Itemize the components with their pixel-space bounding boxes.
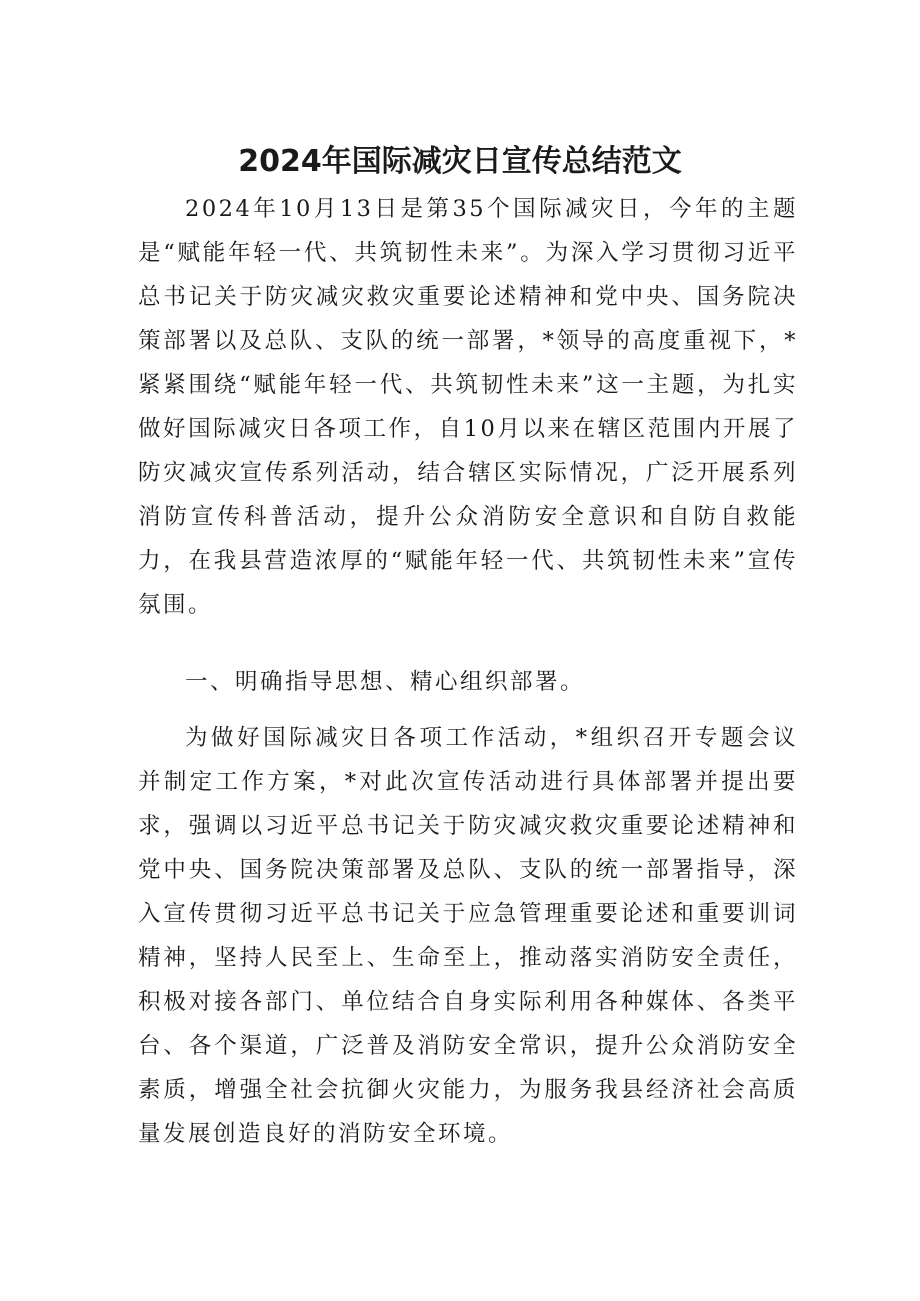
intro-paragraph: 2024年10月13日是第35个国际减灾日，今年的主题是“赋能年轻一代、共筑韧性未来”。为深入学习贯彻习近平总书记关于防灾减灾救灾重要论述精神和党中央、国务院决策部署以及总队、支队的统一部署，*领导的高度重视下，*紧紧围绕“赋能年轻一代、共筑韧性未来”这一主题，为扎实做好国际减灾日各项工作，自10月以来在辖区范围内开展了防灾减灾宣传系列活动，结合辖区实际情况，广泛开展系列消防宣传科普活动，提升公众消防安全意识和自防自救能力，在我县营造浓厚的“赋能年轻一代、共筑韧性未来”宣传氛围。 <box>138 196 798 618</box>
section-heading-1: 一、明确指导思想、精心组织部署。 <box>185 669 586 695</box>
section-1-paragraph: 为做好国际减灾日各项工作活动，*组织召开专题会议并制定工作方案，*对此次宣传活动进行具体部署并提出要求，强调以习近平总书记关于防灾减灾救灾重要论述精神和党中央、国务院决策部署及总队、支队的统一部署指导，深入宣传贯彻习近平总书记关于应急管理重要论述和重要训词精神，坚持人民至上、生命至上，推动落实消防安全责任，积极对接各部门、单位结合自身实际利用各种媒体、各类平台、各个渠道，广泛普及消防安全常识，提升公众消防安全素质，增强全社会抗御火灾能力，为服务我县经济社会高质量发展创造良好的消防安全环境。 <box>138 725 798 1147</box>
document-title: 2024年国际减灾日宣传总结范文 <box>238 144 682 179</box>
